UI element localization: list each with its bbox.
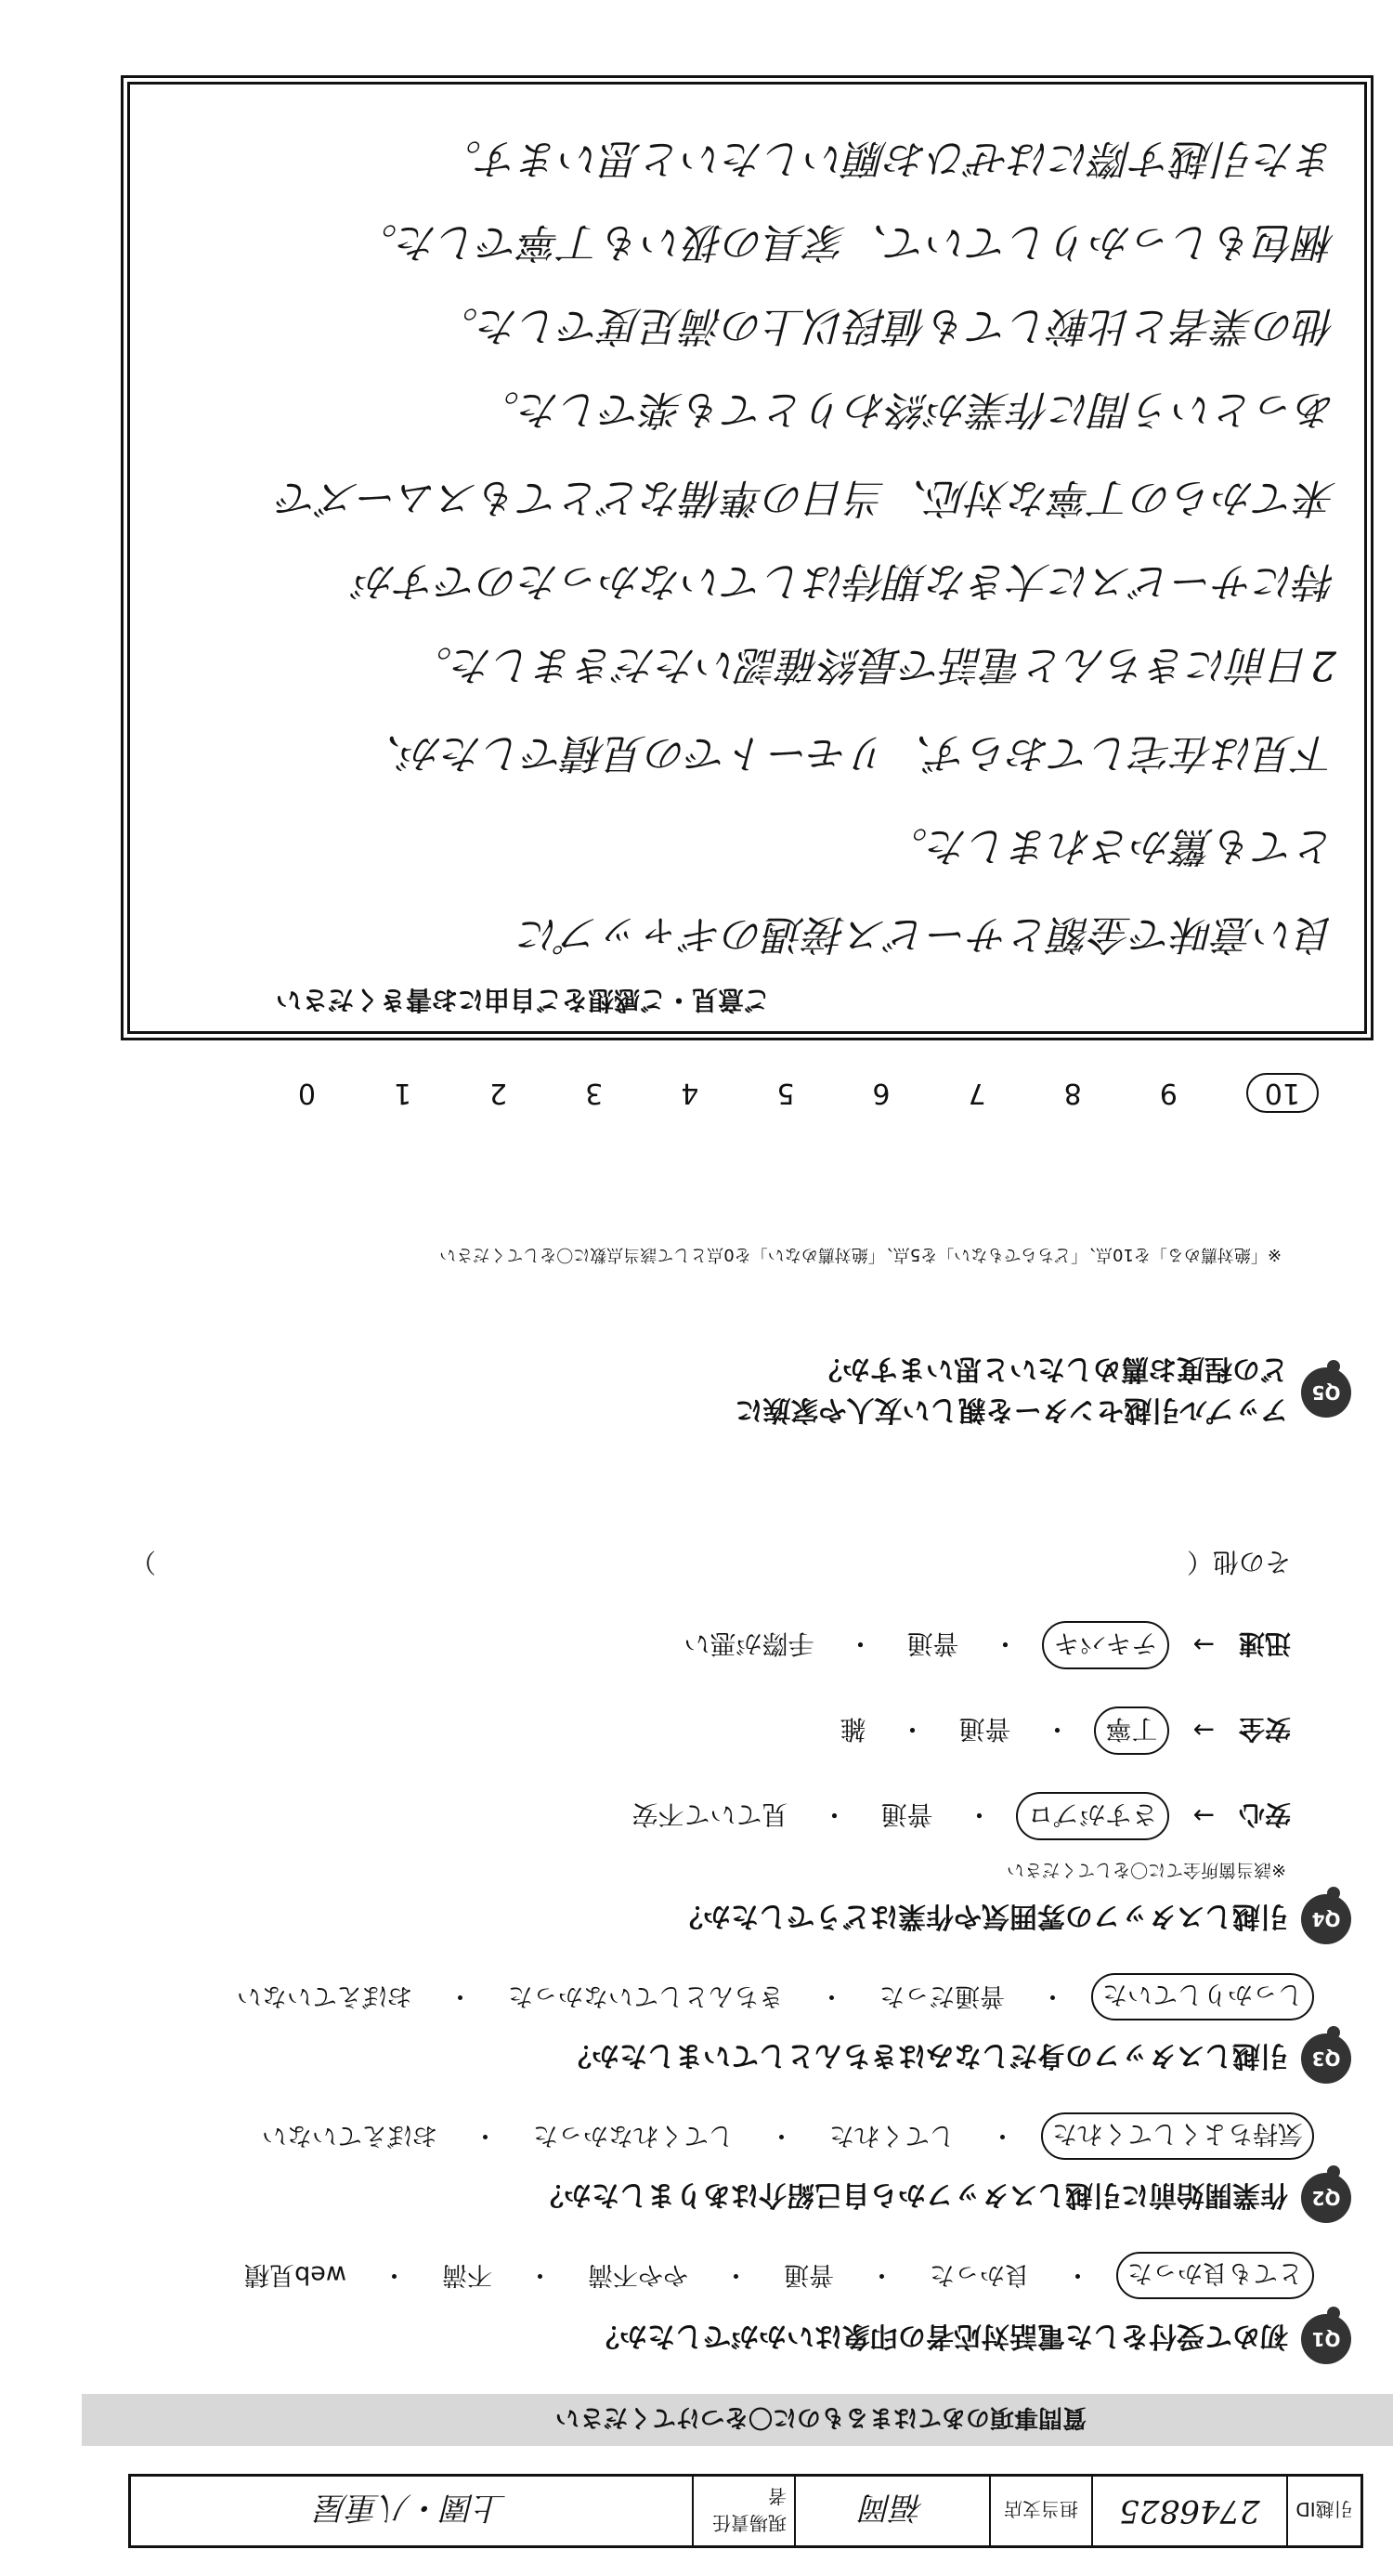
q1-badge-icon: Q1 <box>1301 2314 1351 2364</box>
q4-row-2-option-1[interactable]: 丁寧 <box>1095 1706 1169 1755</box>
comment-line-1: 良い意味で金額とサービス接遇のギャップに <box>519 910 1336 958</box>
q5-score-3[interactable]: 3 <box>585 1077 604 1109</box>
q2-badge-icon: Q2 <box>1301 2173 1351 2223</box>
q4-row-1-option-3[interactable]: 見ていて不安 <box>631 1799 788 1830</box>
comment-line-3: 下見は在宅しておらず、リモートでの見積でしたが、 <box>360 729 1336 777</box>
q4-heading <box>675 1894 1351 1944</box>
q4-other-close: ） <box>130 1547 157 1577</box>
id-label-cell <box>1286 2477 1360 2545</box>
q5-score-7[interactable]: 7 <box>968 1077 986 1109</box>
arrow-right-icon: → <box>1192 1800 1215 1832</box>
q4-row-3-option-1[interactable]: テキパキ <box>1043 1621 1169 1669</box>
instruction-text: 質問事項のあてはまるものに〇をつけてください <box>554 2403 1087 2432</box>
branch-label-cell <box>989 2477 1091 2545</box>
q5-score-10[interactable]: 10 <box>1246 1073 1319 1113</box>
q4-row-3-option-2[interactable]: 普通 <box>906 1628 959 1659</box>
branch-value: 福岡 <box>861 2489 924 2527</box>
q2-option-1[interactable]: 気持ちよくしてくれた <box>1041 2112 1314 2160</box>
q5-badge-icon: Q5 <box>1301 1367 1351 1418</box>
q2-option-2[interactable]: してくれた <box>829 2121 955 2150</box>
header-table <box>128 2474 1363 2548</box>
q3-options: しっかりしていた ・ 普通だった ・ きちんとしていなかった ・ おぼえていない <box>228 1973 1314 2020</box>
q4-row-2-label: 安全 <box>1238 1714 1291 1745</box>
q1-option-5[interactable]: 不満 <box>442 2260 492 2289</box>
comment-line-5: 特にサービスに大きな期待はしていなかったのですが <box>356 557 1336 605</box>
q5-text <box>736 1352 1289 1433</box>
id-value-cell <box>1091 2477 1286 2545</box>
q4-row-1-option-1[interactable]: さすがプロ <box>1017 1792 1169 1840</box>
q3-option-4[interactable]: おぼえていない <box>237 1981 412 2010</box>
comment-line-8: 他の業者と比較しても値段以上の満足度でした。 <box>437 302 1336 349</box>
q4-row-2: 安全 → 丁寧 ・ 普通 ・ 雑 <box>830 1706 1291 1755</box>
q4-row-3-label: 迅速 <box>1238 1628 1291 1659</box>
id-label: 引越ID <box>1295 2498 1353 2521</box>
q5-score-5[interactable]: 5 <box>776 1077 795 1109</box>
q4-row-1-option-2[interactable]: 普通 <box>880 1799 933 1830</box>
q2-heading <box>536 2173 1351 2223</box>
q5-score-4[interactable]: 4 <box>681 1077 699 1109</box>
comment-line-9: 梱包もしっかりしていて、家具の扱いも丁寧でした。 <box>356 218 1336 266</box>
comment-line-2: とても驚かされました。 <box>887 822 1336 870</box>
leader-value: 上園・八重屋 <box>317 2489 506 2527</box>
q4-row-2-option-3[interactable]: 雑 <box>840 1714 866 1745</box>
q1-heading <box>592 2314 1351 2364</box>
instruction-band <box>82 2394 1393 2446</box>
q5-score-2[interactable]: 2 <box>489 1077 508 1109</box>
q5-score-6[interactable]: 6 <box>872 1077 891 1109</box>
q3-text: 引越しスタッフの身だしなみはきちんとしていましたか？ <box>564 2039 1288 2072</box>
q4-badge-icon: Q4 <box>1301 1894 1351 1944</box>
q5-score-8[interactable]: 8 <box>1063 1077 1082 1109</box>
comment-title: ご意見・ご感想をご自由にお書きください <box>275 985 770 1015</box>
branch-value-cell <box>794 2477 989 2545</box>
comment-line-4: 2日前にきちんと電話で最終確認いただきました。 <box>411 641 1336 688</box>
comment-line-6: 来てからの丁寧な対応、当日の準備などとてもスムーズで <box>278 474 1336 521</box>
q4-row-1: 安心 → さすがプロ ・ 普通 ・ 見ていて不安 <box>622 1792 1291 1840</box>
branch-label: 担当支店 <box>1004 2498 1078 2521</box>
q5-scale <box>289 1073 1319 1113</box>
arrow-right-icon: → <box>1192 1715 1215 1746</box>
q3-option-1[interactable]: しっかりしていた <box>1091 1973 1314 2020</box>
q1-text: 初めて受付をした電話対応者の印象はいかがでしたか？ <box>592 2320 1288 2352</box>
q3-option-3[interactable]: きちんとしていなかった <box>508 1981 784 2010</box>
q4-text: 引越しスタッフの雰囲気や作業はどうでしたか？ <box>675 1900 1288 1932</box>
q2-text: 作業開始前に引越しスタッフから自己紹介はありましたか？ <box>536 2178 1288 2211</box>
q4-row-3-option-3[interactable]: 手際が悪い <box>683 1628 814 1659</box>
q1-option-2[interactable]: 良かった <box>930 2260 1030 2289</box>
q4-row-3: 迅速 → テキパキ ・ 普通 ・ 手際が悪い <box>674 1621 1291 1669</box>
q3-heading <box>564 2033 1351 2084</box>
q3-option-2[interactable]: 普通だった <box>879 1981 1005 2010</box>
leader-label-cell <box>692 2477 794 2545</box>
q5-note: ※「絶対薦める」を10点、「どちらでもない」を5点、「絶対薦めない」を0点として該当点数に〇をしてください <box>439 1245 1282 1264</box>
q1-options: とても良かった ・ 良かった ・ 普通 ・ やや不満 ・ 不満 ・ web見積 <box>235 2252 1314 2299</box>
q5-score-1[interactable]: 1 <box>393 1077 412 1109</box>
leader-value-cell <box>131 2477 692 2545</box>
q4-other-label: その他（ <box>1186 1547 1291 1577</box>
q4-row-2-option-2[interactable]: 普通 <box>958 1714 1011 1745</box>
q1-option-3[interactable]: 普通 <box>784 2260 834 2289</box>
comment-line-10: また引越す際にはぜひお願いしたいと思います。 <box>440 135 1336 182</box>
arrow-right-icon: → <box>1192 1629 1215 1661</box>
q1-option-4[interactable]: やや不満 <box>588 2260 688 2289</box>
q4-row-1-label: 安心 <box>1238 1799 1291 1830</box>
q4-note: ※該当箇所全てに〇をしてください <box>1007 1860 1286 1880</box>
q1-option-6[interactable]: web見積 <box>244 2260 346 2289</box>
q5-score-0[interactable]: 0 <box>297 1077 316 1109</box>
id-value: 2746825 <box>1119 2492 1260 2530</box>
q2-option-3[interactable]: してくれなかった <box>533 2121 734 2150</box>
comment-box[interactable] <box>127 82 1367 1034</box>
q2-options: 気持ちよくしてくれた ・ してくれた ・ してくれなかった ・ おぼえていない <box>253 2112 1314 2160</box>
q5-text-line2: どの程度お薦めしたいと思いますか？ <box>814 1353 1288 1385</box>
q5-heading <box>736 1352 1352 1433</box>
q5-text-line1: アップル引越センターを親しい友人や家族に <box>735 1393 1288 1426</box>
q4-other-row <box>130 1545 1291 1582</box>
q1-option-1[interactable]: とても良かった <box>1116 2252 1314 2299</box>
q2-option-4[interactable]: おぼえていない <box>262 2121 437 2150</box>
q5-score-9[interactable]: 9 <box>1159 1077 1178 1109</box>
q3-badge-icon: Q3 <box>1301 2033 1351 2084</box>
leader-label: 現場責任者 <box>712 2485 787 2534</box>
comment-line-7: あっという間に作業が終わりとても楽でした。 <box>478 386 1336 433</box>
